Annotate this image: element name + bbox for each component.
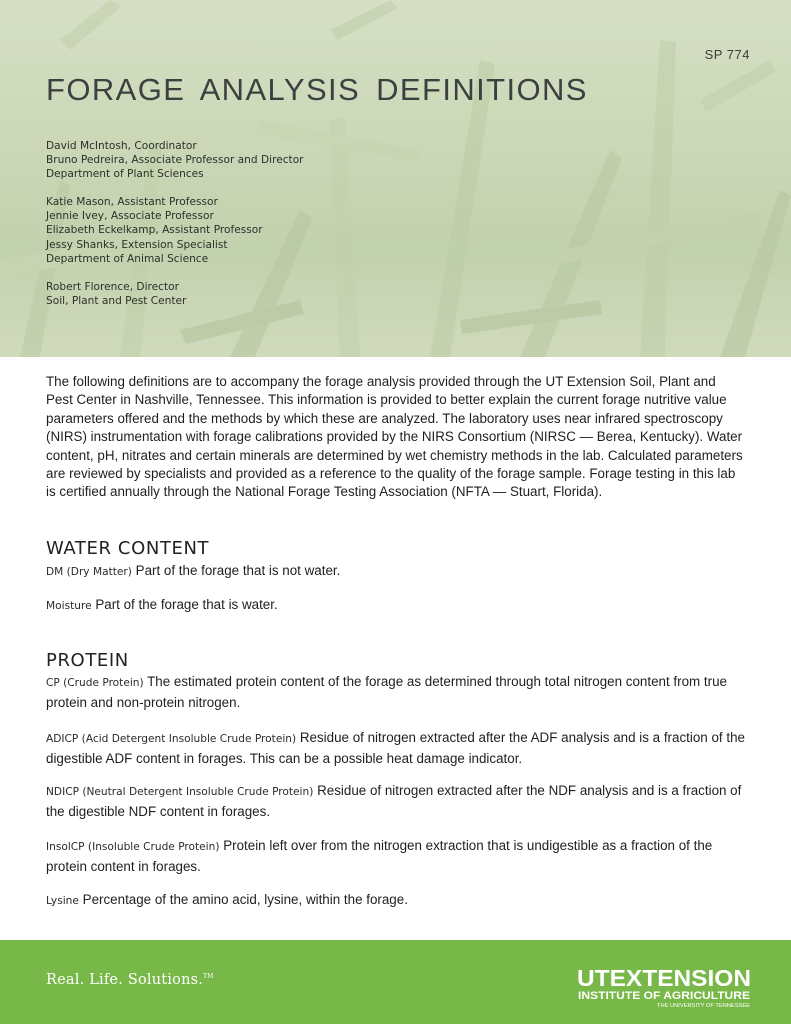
definition-term: DM (Dry Matter) <box>46 566 132 578</box>
definition-term: NDICP (Neutral Detergent Insoluble Crude Protein) <box>46 786 314 798</box>
logo-brand-text: UTEXTENSION <box>577 965 751 991</box>
publication-number: SP 774 <box>704 47 750 62</box>
author-group-animal-science <box>46 195 304 265</box>
definition-term: InsolCP (Insoluble Crude Protein) <box>46 841 220 853</box>
author-list <box>46 139 304 322</box>
intro-paragraph: The following definitions are to accompany the forage analysis provided through the UT Extension Soil, Plant and Pest Center in Nashville, Tennessee. This information is provided to better explain the current forage nutritive value parameters offered and the methods by which these are analyzed. The laboratory uses near infrared spectroscopy (NIRS) instrumentation with forage calibrations provided by the NIRS Consortium (NIRSC — Berea, Kentucky). Water content, pH, nitrates and certain minerals are determined by wet chemistry methods in the lab. Calculated parameters are reviewed by specialists and provided as a reference to the quality of the forage sample. Forage testing in this lab is certified annually through the National Forage Testing Association (NFTA — Stuart, Florida). <box>46 374 743 500</box>
definition-ndicp <box>46 781 746 821</box>
footer-band <box>0 940 791 1024</box>
footer-tagline <box>46 972 214 988</box>
definition-term: Lysine <box>46 895 79 907</box>
logo-university-text: THE UNIVERSITY OF TENNESSEE <box>657 1003 751 1009</box>
author-line: Robert Florence, Director <box>46 280 179 293</box>
definition-moisture <box>46 595 746 616</box>
author-line: Katie Mason, Assistant Professor <box>46 196 218 209</box>
definition-term: Moisture <box>46 600 92 612</box>
header-photo <box>0 0 791 357</box>
definition-insolcp <box>46 836 746 876</box>
definition-crude-protein <box>46 672 746 712</box>
definition-text: Part of the forage that is not water. <box>135 563 341 578</box>
author-group-plant-sciences <box>46 139 304 181</box>
section-heading-water-content: WATER CONTENT <box>46 538 210 559</box>
definition-term: ADICP (Acid Detergent Insoluble Crude Protein) <box>46 733 297 745</box>
definition-adicp <box>46 728 746 768</box>
definition-text: Percentage of the amino acid, lysine, within the forage. <box>82 892 408 907</box>
department-line: Soil, Plant and Pest Center <box>46 294 187 307</box>
trademark-mark: TM <box>203 973 214 981</box>
author-line: Jessy Shanks, Extension Specialist <box>46 238 228 251</box>
department-line: Department of Plant Sciences <box>46 168 204 181</box>
author-line: Bruno Pedreira, Associate Professor and Director <box>46 154 304 167</box>
author-group-soil-plant-pest <box>46 280 304 308</box>
ut-extension-logo <box>577 962 755 1012</box>
document-title: FORAGE ANALYSIS DEFINITIONS <box>46 72 588 107</box>
definition-lysine <box>46 890 746 911</box>
tagline-text: Real. Life. Solutions. <box>46 972 204 988</box>
definition-text: Residue of nitrogen extracted after the NDF analysis and is a fraction of the digestible NDF content in forages. <box>46 783 742 819</box>
section-heading-protein: PROTEIN <box>46 650 129 671</box>
department-line: Department of Animal Science <box>46 252 209 265</box>
definition-text: Part of the forage that is water. <box>95 597 278 612</box>
definition-text: Protein left over from the nitrogen extraction that is undigestible as a fraction of the protein content in forages. <box>46 838 713 874</box>
author-line: David McIntosh, Coordinator <box>46 140 197 152</box>
definition-text: The estimated protein content of the forage as determined through total nitrogen content from true protein and non-protein nitrogen. <box>46 674 727 710</box>
definition-term: CP (Crude Protein) <box>46 677 144 689</box>
logo-institute-text: INSTITUTE OF AGRICULTURE <box>578 990 750 1002</box>
definition-dry-matter <box>46 561 746 582</box>
author-line: Jennie Ivey, Associate Professor <box>46 210 214 223</box>
definition-text: Residue of nitrogen extracted after the ADF analysis and is a fraction of the digestible ADF content in forages. This can be a possible heat damage indicator. <box>46 730 745 766</box>
author-line: Elizabeth Eckelkamp, Assistant Professor <box>46 224 263 237</box>
